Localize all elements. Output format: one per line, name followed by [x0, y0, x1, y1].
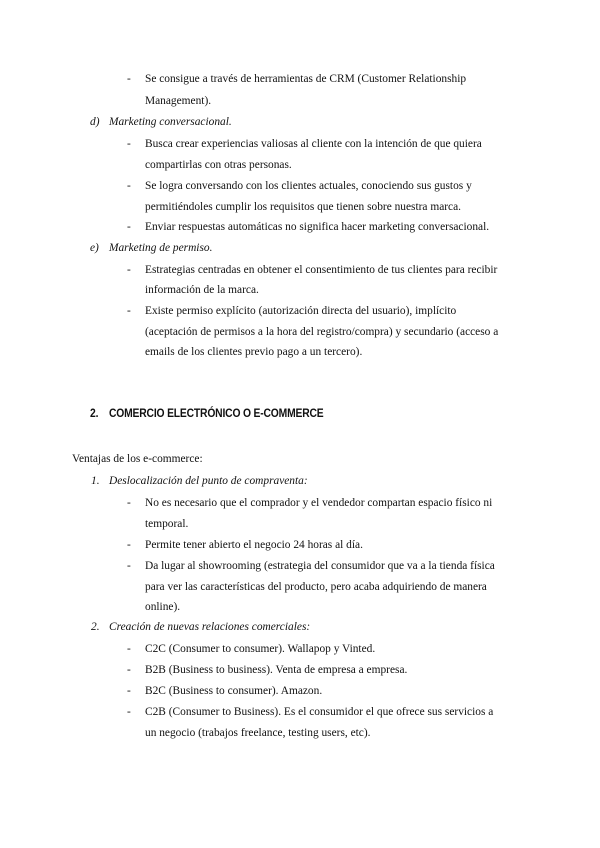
- bullet-line: información de la marca.: [145, 284, 259, 296]
- bullet-dash: -: [127, 560, 131, 572]
- bullet-dash: -: [127, 180, 131, 192]
- bullet-line: emails de los clientes previo pago a un tercero).: [145, 346, 363, 358]
- item-1-title: Deslocalización del punto de compraventa:: [109, 475, 308, 487]
- bullet-dash: -: [127, 305, 131, 317]
- list-marker-e: e): [90, 242, 99, 254]
- bullet-line: Permite tener abierto el negocio 24 horas al día.: [145, 539, 363, 551]
- bullet-line: C2C (Consumer to consumer). Wallapop y Vinted.: [145, 643, 376, 655]
- bullet-line: Se logra conversando con los clientes actuales, conociendo sus gustos y: [145, 180, 472, 192]
- section-e-title: Marketing de permiso.: [109, 242, 213, 254]
- list-marker-1: 1.: [91, 475, 100, 487]
- list-marker-d: d): [90, 116, 100, 128]
- bullet-line: B2C (Business to consumer). Amazon.: [145, 685, 323, 697]
- bullet-line: un negocio (trabajos freelance, testing users, etc).: [145, 727, 371, 739]
- bullet-line: temporal.: [145, 518, 189, 530]
- bullet-line: No es necesario que el comprador y el vendedor compartan espacio físico ni: [145, 497, 493, 509]
- bullet-dash: -: [127, 264, 131, 276]
- bullet-line: B2B (Business to business). Venta de empresa a empresa.: [145, 664, 408, 676]
- bullet-line: Se consigue a través de herramientas de CRM (Customer Relationship: [145, 73, 467, 85]
- bullet-line: Existe permiso explícito (autorización directa del usuario), implícito: [145, 305, 457, 317]
- list-marker-2: 2.: [91, 621, 100, 633]
- bullet-line: para ver las características del producto, pero acaba adquiriendo de manera: [145, 581, 487, 593]
- bullet-dash: -: [127, 643, 131, 655]
- section-heading: COMERCIO ELECTRÓNICO O E-COMMERCE: [109, 406, 324, 420]
- bullet-dash: -: [127, 539, 131, 551]
- bullet-line: (aceptación de permisos a la hora del registro/compra) y secundario (acceso a: [145, 326, 499, 338]
- bullet-line: C2B (Consumer to Business). Es el consumidor el que ofrece sus servicios a: [145, 706, 494, 718]
- bullet-line: Estrategias centradas en obtener el consentimiento de tus clientes para recibir: [145, 264, 498, 276]
- bullet-line: Busca crear experiencias valiosas al cliente con la intención de que quiera: [145, 138, 482, 150]
- bullet-line: online).: [145, 601, 181, 613]
- bullet-dash: -: [127, 685, 131, 697]
- bullet-line: Management).: [145, 95, 212, 107]
- section-heading-number: 2.: [90, 406, 99, 420]
- bullet-dash: -: [127, 706, 131, 718]
- bullet-line: Enviar respuestas automáticas no significa hacer marketing conversacional.: [145, 221, 490, 233]
- bullet-dash: -: [127, 664, 131, 676]
- bullet-line: permitiéndoles cumplir los requisitos que tienen sobre nuestra marca.: [145, 201, 462, 213]
- bullet-dash: -: [127, 221, 131, 233]
- bullet-dash: -: [127, 138, 131, 150]
- bullet-dash: -: [127, 73, 131, 85]
- bullet-dash: -: [127, 497, 131, 509]
- bullet-line: Da lugar al showrooming (estrategia del consumidor que va a la tienda física: [145, 560, 495, 572]
- intro-text: Ventajas de los e-commerce:: [72, 453, 203, 465]
- item-2-title: Creación de nuevas relaciones comerciales:: [109, 621, 311, 633]
- section-d-title: Marketing conversacional.: [109, 116, 232, 128]
- bullet-line: compartirlas con otras personas.: [145, 159, 292, 171]
